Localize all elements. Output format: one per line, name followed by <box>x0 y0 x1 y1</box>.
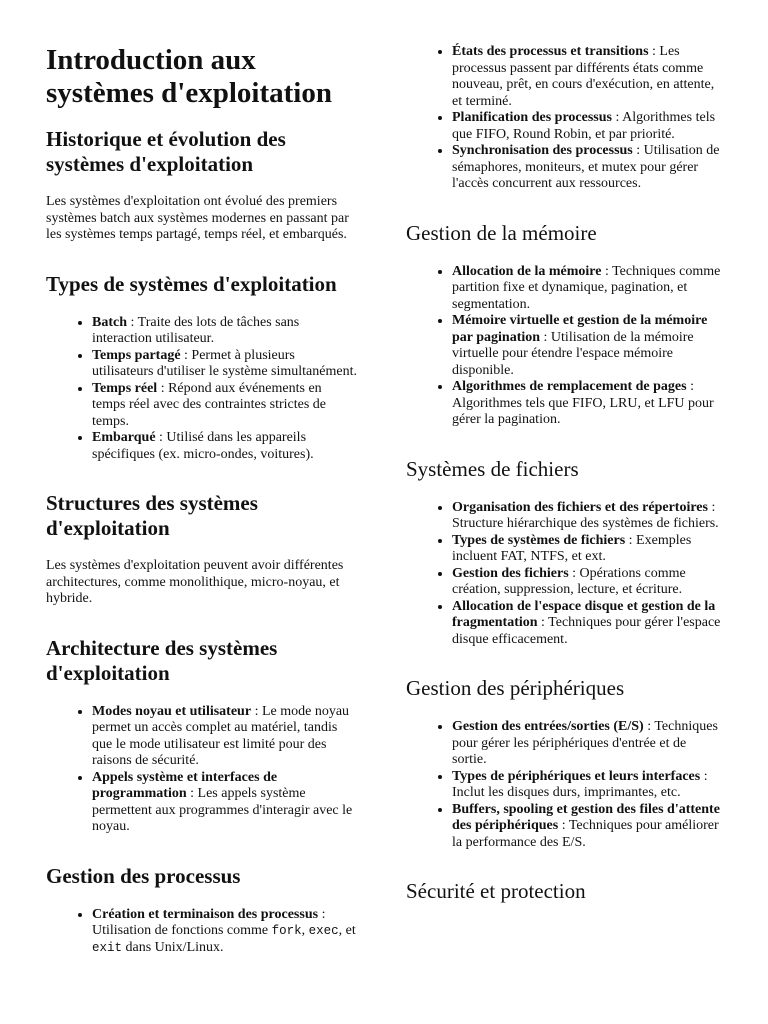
item-text: : Les processus passent par différents états comme nouveau, prêt, en cours d'exécution, en attente, et terminé. <box>452 44 715 109</box>
heading-fichiers: Systèmes de fichiers <box>406 456 579 481</box>
item-text: : Techniques comme partition fixe et dynamique, pagination, et segmentation. <box>452 263 721 312</box>
right-column <box>406 0 724 904</box>
left-column <box>46 0 358 956</box>
list-item <box>452 599 724 649</box>
item-text: dans Unix/Linux. <box>122 939 224 955</box>
list-item <box>452 566 724 599</box>
item-term: Création et terminaison des processus <box>92 906 319 922</box>
item-term: Types de périphériques et leurs interfaces <box>452 768 701 784</box>
list-architecture <box>46 704 358 836</box>
list-item <box>452 44 724 110</box>
item-term: États des processus et transitions <box>452 44 649 59</box>
list-peripheriques <box>406 719 724 851</box>
item-term: Modes noyau et utilisateur <box>92 703 252 719</box>
list-item <box>92 430 358 463</box>
item-term: Gestion des fichiers <box>452 565 569 581</box>
item-text: : Utilisation de fonctions comme <box>92 906 326 938</box>
heading-structures: Structures des systèmes d'exploitation <box>46 491 258 540</box>
item-text: : Inclut les disques durs, imprimantes, etc. <box>452 768 708 800</box>
paragraph-historique: Les systèmes d'exploitation ont évolué des premiers systèmes batch aux systèmes modernes en passant par les systèmes temps partagé, temps réel, et embarqués. <box>46 194 349 242</box>
item-text: , <box>301 923 309 938</box>
heading-types: Types de systèmes d'exploitation <box>46 271 337 296</box>
item-term: Gestion des entrées/sorties (E/S) <box>452 719 644 734</box>
list-memoire <box>406 264 724 429</box>
item-term: Allocation de la mémoire <box>452 263 602 279</box>
list-item <box>92 907 358 957</box>
item-term: Temps partagé <box>92 347 181 363</box>
item-text: : Utilisation de sémaphores, moniteurs, et mutex pour gérer l'accès concurrent aux ressources. <box>452 143 720 191</box>
item-text: : Algorithmes tels que FIFO, LRU, et LFU pour gérer la pagination. <box>452 379 714 427</box>
item-text: : Utilisation de la mémoire virtuelle pour étendre l'espace mémoire disponible. <box>452 329 694 378</box>
item-term: Planification des processus <box>452 110 612 125</box>
item-term: Algorithmes de remplacement de pages <box>452 379 687 394</box>
list-types <box>46 315 358 464</box>
item-term: Buffers, spooling et gestion des files d'attente des périphériques <box>452 801 720 833</box>
list-item <box>92 381 358 431</box>
item-text: : Techniques pour gérer les périphériques d'entrée et de sortie. <box>452 719 718 767</box>
item-text: , et <box>338 923 356 938</box>
item-text: : Permet à plusieurs utilisateurs d'utiliser le système simultanément. <box>92 347 357 379</box>
list-item <box>452 110 724 143</box>
list-item <box>92 770 358 836</box>
code-exit: exit <box>92 940 123 955</box>
item-text: : Le mode noyau permet un accès complet au matériel, tandis que le mode utilisateur est limité pour des raisons de sécurité. <box>92 703 350 768</box>
list-item <box>452 379 724 429</box>
heading-memoire: Gestion de la mémoire <box>406 220 597 245</box>
item-text: : Techniques pour gérer l'espace disque efficacement. <box>452 615 721 647</box>
list-item <box>452 769 724 802</box>
item-text: : Traite des lots de tâches sans interaction utilisateur. <box>92 314 300 346</box>
item-text: : Algorithmes tels que FIFO, Round Robin, et par priorité. <box>452 110 716 142</box>
heading-peripheriques: Gestion des périphériques <box>406 676 625 700</box>
item-term: Embarqué <box>92 430 156 445</box>
item-text: : Les appels système permettent aux programmes d'interagir avec le noyau. <box>92 786 353 834</box>
heading-processus: Gestion des processus <box>46 863 241 888</box>
item-term: Types de systèmes de fichiers <box>452 532 626 548</box>
heading-historique: Historique et évolution des systèmes d'exploitation <box>46 127 286 176</box>
list-item <box>452 719 724 769</box>
heading-architecture: Architecture des systèmes d'exploitation <box>46 635 278 685</box>
list-fichiers <box>406 500 724 649</box>
item-term: Temps réel <box>92 380 158 396</box>
heading-securite: Sécurité et protection <box>406 879 586 903</box>
item-text: : Structure hiérarchique des systèmes de fichiers. <box>452 499 719 531</box>
list-item <box>452 802 724 852</box>
list-item <box>92 315 358 348</box>
item-text: : Répond aux événements en temps réel avec des contraintes strictes de temps. <box>92 380 327 429</box>
list-item <box>92 704 358 770</box>
list-item <box>452 313 724 379</box>
item-text: : Exemples incluent FAT, NTFS, et ext. <box>452 532 692 564</box>
list-item <box>452 500 724 533</box>
document-title: Introduction aux systèmes d'exploitation <box>46 44 332 109</box>
list-processus <box>46 907 358 957</box>
item-text: : Techniques pour améliorer la performance des E/S. <box>452 818 719 850</box>
item-term: Allocation de l'espace disque et gestion de la fragmentation <box>452 598 716 630</box>
item-text: : Utilisé dans les appareils spécifiques (ex. micro-ondes, voitures). <box>92 430 314 462</box>
item-term: Synchronisation des processus <box>452 143 633 158</box>
paragraph-structures: Les systèmes d'exploitation peuvent avoir différentes architectures, comme monolithique, micro-noyau, et hybride. <box>46 558 344 606</box>
list-processus-suite <box>406 44 724 193</box>
list-item <box>92 348 358 381</box>
item-text: : Opérations comme création, suppression, lecture, et écriture. <box>452 565 686 597</box>
item-term: Appels système et interfaces de programmation <box>92 769 278 801</box>
item-term: Organisation des fichiers et des répertoires <box>452 499 708 515</box>
item-term: Batch <box>92 314 127 330</box>
code-exec: exec <box>308 924 339 938</box>
list-item <box>452 533 724 566</box>
item-term: Mémoire virtuelle et gestion de la mémoire par pagination <box>452 313 708 345</box>
list-item <box>452 264 724 314</box>
code-fork: fork <box>271 924 302 938</box>
list-item <box>452 143 724 193</box>
